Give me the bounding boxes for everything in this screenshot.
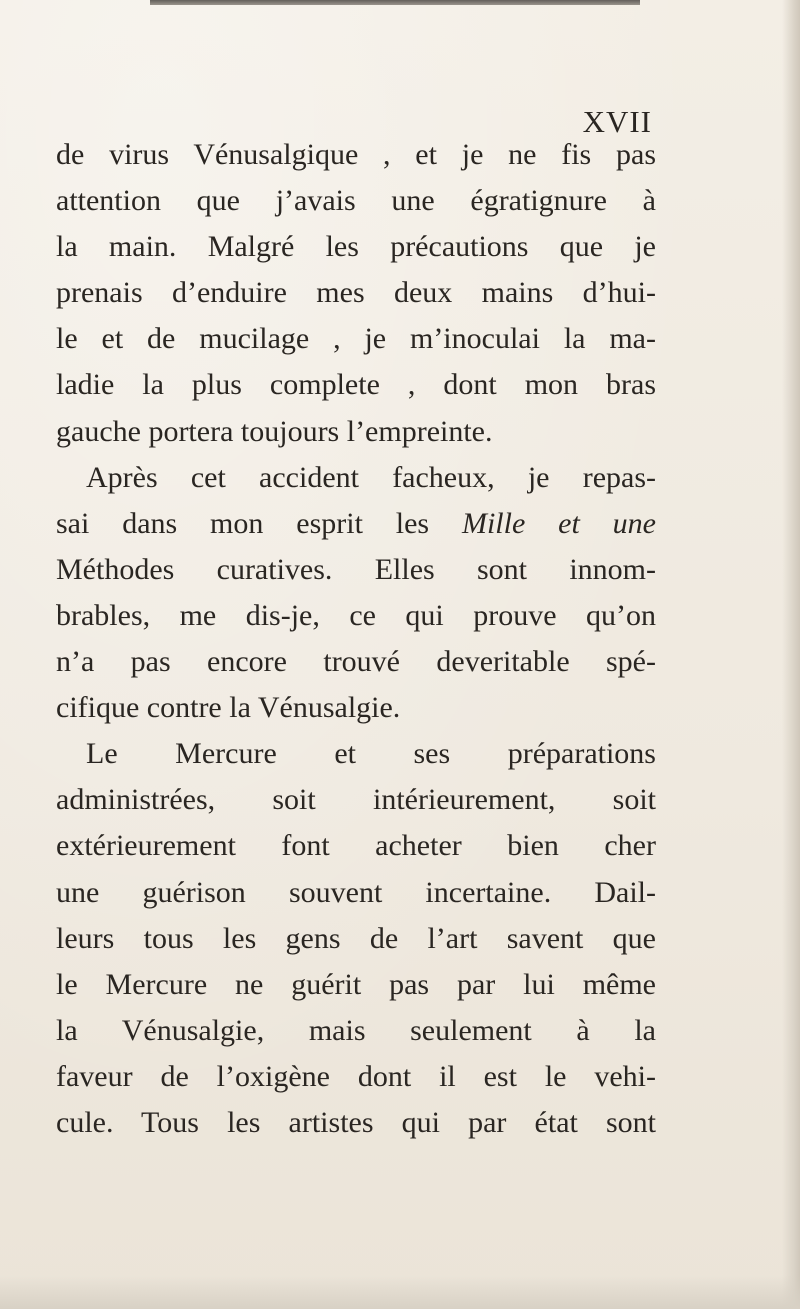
text-line: n’a pas encore trouvé deveritable spé- xyxy=(56,645,656,679)
body-text xyxy=(56,132,656,1146)
text-line: le Mercure ne guérit pas par lui même xyxy=(56,967,656,1001)
text-line: extérieurement font acheter bien cher xyxy=(56,829,656,863)
text-line: attention que j’avais une égratignure à xyxy=(56,184,656,218)
text-line: la Vénusalgie, mais seulement à la xyxy=(56,1013,656,1047)
text-line: Le Mercure et ses préparations xyxy=(86,737,656,771)
page-edge-bottom xyxy=(0,1275,800,1309)
text-line: de virus Vénusalgique , et je ne fis pas xyxy=(56,138,656,171)
text-line: prenais d’enduire mes deux mains d’hui- xyxy=(56,276,656,310)
top-rule xyxy=(150,0,640,5)
text-line: la main. Malgré les précautions que je xyxy=(56,230,656,264)
text-line: gauche portera toujours l’empreinte. xyxy=(56,414,493,448)
text-line: le et de mucilage , je m’inoculai la ma- xyxy=(56,322,656,356)
text-line xyxy=(56,501,656,547)
page-number: XVII xyxy=(582,104,652,139)
text-line: leurs tous les gens de l’art savent que xyxy=(56,921,656,955)
text-line: faveur de l’oxigène dont il est le vehi- xyxy=(56,1059,656,1093)
text-line: Après cet accident facheux, je repas- xyxy=(86,460,656,494)
text-line: brables, me dis-je, ce qui prouve qu’on xyxy=(56,598,656,632)
page-edge-right xyxy=(782,0,800,1309)
text-line: cule. Tous les artistes qui par état sont xyxy=(56,1105,656,1139)
text-line: cifique contre la Vénusalgie. xyxy=(56,691,401,725)
text-line: une guérison souvent incertaine. Dail- xyxy=(56,875,656,909)
text-line: Méthodes curatives. Elles sont innom- xyxy=(56,552,656,586)
italic-title: Mille et une xyxy=(461,506,656,540)
text-line: administrées, soit intérieurement, soit xyxy=(56,783,656,817)
text-segment: sai dans mon esprit les xyxy=(56,506,462,540)
text-line: ladie la plus complete , dont mon bras xyxy=(56,368,656,402)
